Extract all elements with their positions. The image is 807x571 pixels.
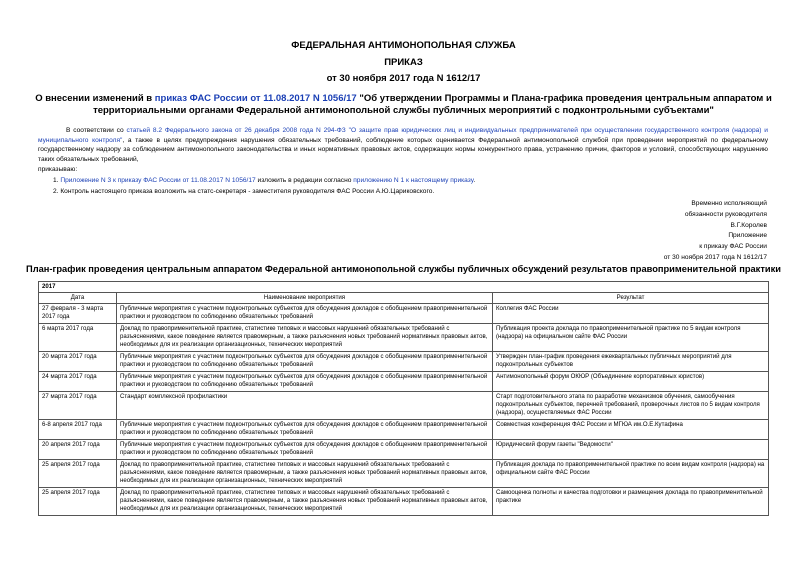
cell-result: Коллегия ФАС России — [493, 304, 769, 324]
item1-text-1: изложить в редакции согласно — [255, 177, 354, 184]
cell-date: 6-8 апреля 2017 года — [39, 420, 117, 440]
cell-date: 25 апреля 2017 года — [39, 460, 117, 488]
appendix-order-ref: к приказу ФАС России — [699, 243, 767, 251]
column-header-date: Дата — [39, 293, 117, 304]
cell-date: 24 марта 2017 года — [39, 372, 117, 392]
cell-event: Публичные мероприятия с участием подконтрольных субъектов для обсуждения докладов с обобщением правоприменительной практики и руководством по соблюдению обязательных требований — [117, 372, 493, 392]
cell-result: Публикация доклада по правоприменительной практике по всем видам контроля (надзора) на официальном сайте ФАС России — [493, 460, 769, 488]
cell-result: Старт подготовительного этапа по разработке механизмов обучения, самообучения подконтрольных субъектов, перечней требований, проверочных листов по 5 видам контроля (надзора), осуществляемых ФАС России — [493, 392, 769, 420]
title-suffix: "Об утверждении Программы и Плана-графика проведения центральным аппаратом и территориальными органами Федеральной антимонопольной службы публичных мероприятий с подконтрольными субъектами" — [93, 93, 772, 116]
intro-text-2: , а также в целях предупреждения нарушения обязательных требований, соблюдение которых оценивается Федеральной антимонопольной службой при проведении мероприятий по федеральному государственному надзору за соблюдением антимонопольного законодательства и иных нормативных правовых актов, содержащих нормы конкурентного права, устранению причин, факторов и условий, способствующих нарушению таких обязательных требований, — [38, 136, 769, 163]
title-order-link[interactable]: приказ ФАС России от 11.08.2017 N 1056/17 — [154, 93, 357, 104]
cell-date: 25 апреля 2017 года — [39, 488, 117, 516]
cell-result: Совместная конференция ФАС России и МГЮА им.О.Е.Кутафина — [493, 420, 769, 440]
table-row — [39, 488, 769, 516]
cell-event: Стандарт комплексной профилактики — [117, 392, 493, 420]
order-item-2: 2. Контроль настоящего приказа возложить на статс-секретаря - заместителя руководителя ФАС России А.Ю.Цариковского. — [53, 188, 435, 195]
item1-text-2: . — [473, 177, 476, 184]
agency-name: ФЕДЕРАЛЬНАЯ АНТИМОНОПОЛЬНАЯ СЛУЖБА — [291, 40, 516, 51]
item1-number: 1. — [53, 177, 61, 184]
cell-event: Публичные мероприятия с участием подконтрольных субъектов для обсуждения докладов с обобщением правоприменительной практики и руководством по соблюдению обязательных требований — [117, 420, 493, 440]
table-year-row — [39, 282, 769, 293]
cell-date: 6 марта 2017 года — [39, 324, 117, 352]
table-row — [39, 324, 769, 352]
signature-line-1: Временно исполняющий — [691, 200, 767, 207]
table-row — [39, 392, 769, 420]
cell-event: Доклад по правоприменительной практике, статистике типовых и массовых нарушений обязательных требований с разъяснениями, какое поведение является правомерным, а также разъяснения новых требований нормативных правовых актов, необходимых для их реализации организационных, технических мероприятий — [117, 324, 493, 352]
column-header-event: Наименование мероприятия — [117, 293, 493, 304]
cell-event: Публичные мероприятия с участием подконтрольных субъектов для обсуждения докладов с обобщением правоприменительной практики и руководством по соблюдению обязательных требований — [117, 304, 493, 324]
cell-event: Доклад по правоприменительной практике, статистике типовых и массовых нарушений обязательных требований с разъяснениями, какое поведение является правомерным, а также разъяснения новых требований нормативных правовых актов, необходимых для их реализации организационных, технических мероприятий — [117, 460, 493, 488]
title-prefix: О внесении изменений в — [35, 93, 155, 104]
signature-block — [467, 199, 767, 264]
cell-event: Публичные мероприятия с участием подконтрольных субъектов для обсуждения докладов с обобщением правоприменительной практики и руководством по соблюдению обязательных требований — [117, 440, 493, 460]
signature-line-2: обязанности руководителя — [684, 210, 767, 218]
column-header-result: Результат — [493, 293, 769, 304]
table-row — [39, 460, 769, 488]
cell-result: Утвержден план-график проведения ежеквартальных публичных мероприятий для подконтрольных субъектов — [493, 352, 769, 372]
table-year: 2017 — [39, 282, 769, 293]
document-title — [30, 93, 777, 117]
law-article-link[interactable]: статьей 8.2 Федерального закона от 26 декабря 2008 года N 294-ФЗ "О защите прав юридических лиц и индивидуальных предпринимателей при осуществлении государственного контроля (надзора) и муниципального контроля" — [38, 127, 768, 144]
cell-result: Самооценка полноты и качества подготовки и размещения доклада по правоприменительной практике — [493, 488, 769, 516]
plan-table — [38, 281, 769, 516]
cell-date: 20 марта 2017 года — [39, 352, 117, 372]
table-row — [39, 420, 769, 440]
cell-event: Доклад по правоприменительной практике, статистике типовых и массовых нарушений обязательных требований с разъяснениями, какое поведение является правомерным, а также разъяснения новых требований нормативных правовых актов, необходимых для их реализации организационных, технических мероприятий — [117, 488, 493, 516]
appendix-3-link[interactable]: Приложение N 3 к приказу ФАС России от 11.08.2017 N 1056/17 — [60, 177, 256, 184]
cell-date: 20 апреля 2017 года — [39, 440, 117, 460]
document-type: ПРИКАЗ — [384, 57, 423, 68]
cell-date: 27 февраля - 3 марта 2017 года — [39, 304, 117, 324]
table-row — [39, 304, 769, 324]
table-row — [39, 352, 769, 372]
order-item-1 — [53, 176, 768, 186]
intro-paragraph — [38, 126, 768, 164]
appendix-1-link[interactable]: приложению N 1 к настоящему приказу — [353, 177, 474, 184]
signature-name: В.Г.Королев — [730, 221, 767, 229]
table-row — [39, 440, 769, 460]
intro-text-1: В соответствии со — [66, 127, 127, 134]
appendix-label: Приложение — [728, 232, 767, 240]
cell-result: Публикация проекта доклада по правоприменительной практике по 5 видам контроля (надзора) на официальном сайте ФАС России — [493, 324, 769, 352]
table-row — [39, 372, 769, 392]
document-date-number: от 30 ноября 2017 года N 1612/17 — [326, 73, 481, 84]
appendix-date: от 30 ноября 2017 года N 1612/17 — [663, 253, 767, 261]
cell-result: Антимонопольный форум ОКЮР (Объединение корпоративных юристов) — [493, 372, 769, 392]
table-header-row — [39, 293, 769, 304]
cell-date: 27 марта 2017 года — [39, 392, 117, 420]
plan-title: План-график проведения центральным аппаратом Федеральной антимонопольной службы публичных обсуждений результатов правоприменительной практики — [26, 264, 781, 274]
cell-result: Юридический форум газеты "Ведомости" — [493, 440, 769, 460]
cell-event: Публичные мероприятия с участием подконтрольных субъектов для обсуждения докладов с обобщением правоприменительной практики и руководством по соблюдению обязательных требований — [117, 352, 493, 372]
ordered-text: приказываю: — [38, 166, 78, 173]
